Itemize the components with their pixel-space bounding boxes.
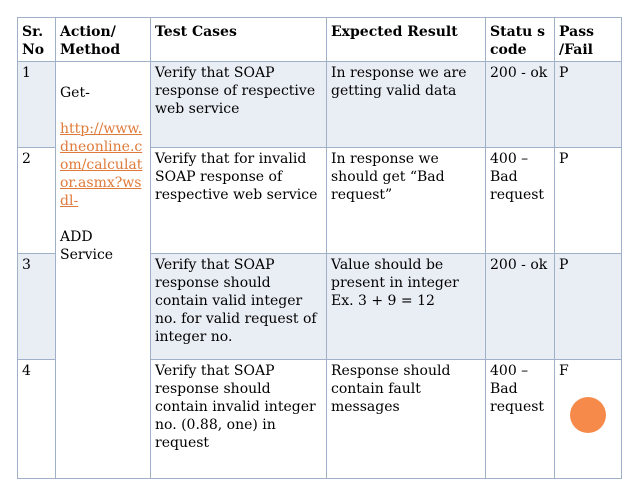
cell-sr: 2 <box>18 148 56 254</box>
test-case-table <box>17 17 622 479</box>
cell-status: 200 - ok <box>486 254 555 360</box>
cell-status: 200 - ok <box>486 62 555 148</box>
cell-sr: 3 <box>18 254 56 360</box>
method-service: ADD Service <box>60 229 114 263</box>
cell-result: P <box>555 254 622 360</box>
header-test-cases: Test Cases <box>151 18 327 62</box>
orange-circle-decoration <box>570 397 606 433</box>
cell-result: P <box>555 62 622 148</box>
method-verb: Get- <box>60 85 90 101</box>
cell-method <box>56 62 151 479</box>
method-url-link[interactable]: http://www.dneonline.com/calculator.asmx?wsdl- <box>60 121 143 209</box>
header-sr-no: Sr. No <box>18 18 56 62</box>
cell-status: 400 – Bad request <box>486 360 555 479</box>
cell-result: F <box>555 360 622 479</box>
cell-expected: Response should contain fault messages <box>327 360 486 479</box>
table-row <box>18 62 622 148</box>
cell-expected: In response we should get “Bad request” <box>327 148 486 254</box>
header-expected-result: Expected Result <box>327 18 486 62</box>
header-pass-fail: Pass /Fail <box>555 18 622 62</box>
cell-result: P <box>555 148 622 254</box>
cell-sr: 4 <box>18 360 56 479</box>
cell-sr: 1 <box>18 62 56 148</box>
cell-expected: Value should be present in integer Ex. 3 + 9 = 12 <box>327 254 486 360</box>
header-status-code: Statu s code <box>486 18 555 62</box>
cell-expected: In response we are getting valid data <box>327 62 486 148</box>
cell-test-case: Verify that SOAP response should contain valid integer no. for valid request of integer no. <box>151 254 327 360</box>
cell-status: 400 – Bad request <box>486 148 555 254</box>
cell-test-case: Verify that SOAP response of respective web service <box>151 62 327 148</box>
cell-test-case: Verify that for invalid SOAP response of respective web service <box>151 148 327 254</box>
table-header-row <box>18 18 622 62</box>
header-action-method: Action/ Method <box>56 18 151 62</box>
cell-test-case: Verify that SOAP response should contain invalid integer no. (0.88, one) in request <box>151 360 327 479</box>
